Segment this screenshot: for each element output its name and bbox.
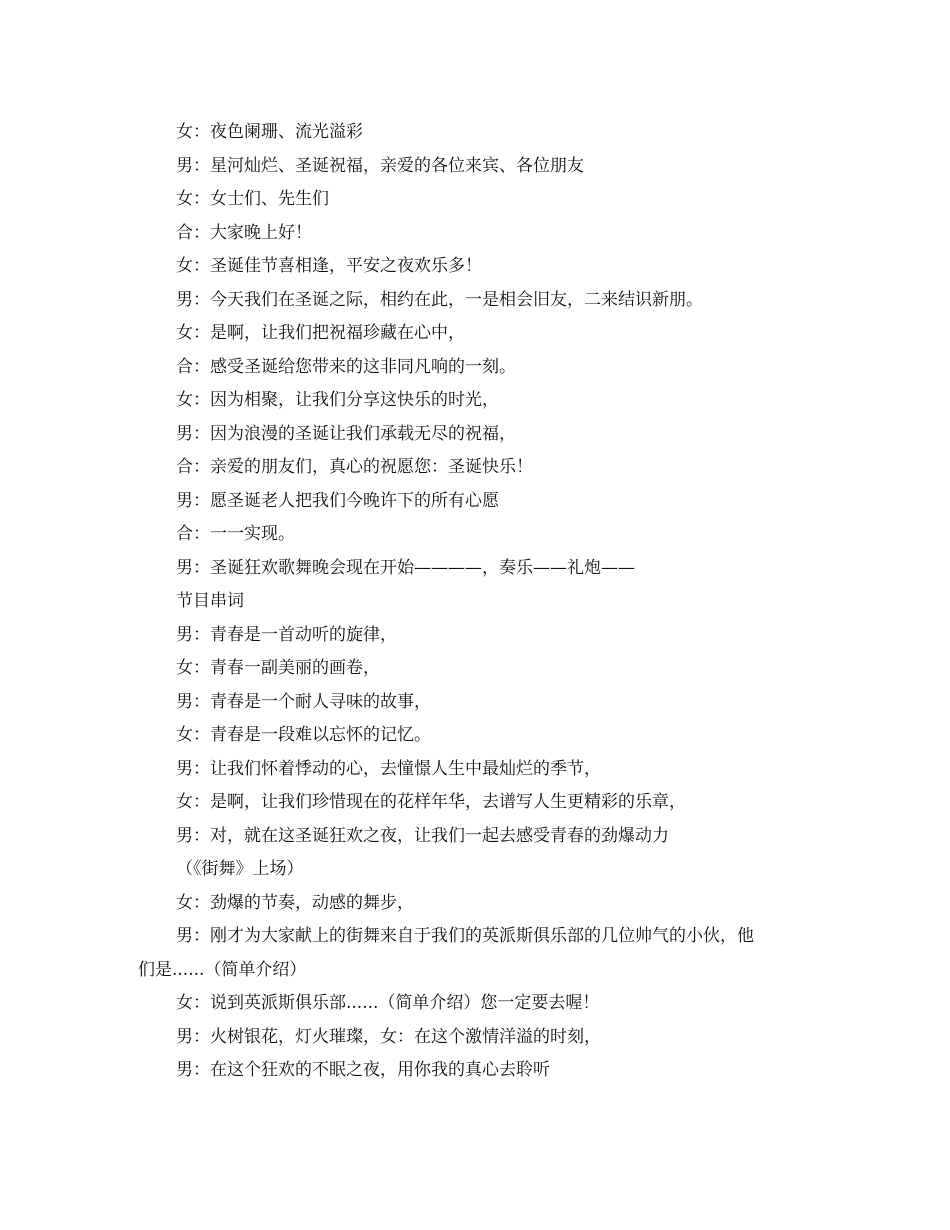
script-line: 女：青春一副美丽的画卷， bbox=[176, 658, 380, 678]
script-line: 男：因为浪漫的圣诞让我们承载无尽的祝福， bbox=[176, 423, 516, 444]
script-line: 男：星河灿烂、圣诞祝福，亲爱的各位来宾、各位朋友 bbox=[176, 155, 584, 176]
script-text-body bbox=[138, 116, 818, 1088]
script-line: 女：青春是一段难以忘怀的记忆。 bbox=[176, 725, 431, 745]
script-line: 男：圣诞狂欢歌舞晚会现在开始————，奏乐——礼炮—— bbox=[176, 557, 635, 578]
script-line: 男：愿圣诞老人把我们今晚许下的所有心愿 bbox=[176, 490, 499, 511]
script-line: 合：亲爱的朋友们，真心的祝愿您：圣诞快乐！ bbox=[176, 457, 533, 477]
script-line: 女：是啊，让我们把祝福珍藏在心中， bbox=[176, 323, 465, 343]
script-line: 女：女士们、先生们 bbox=[176, 189, 329, 209]
section-heading: 节目串词 bbox=[176, 591, 244, 611]
script-line: 男：对，就在这圣诞狂欢之夜，让我们一起去感受青春的劲爆动力 bbox=[176, 825, 669, 846]
script-line: 男：让我们怀着悸动的心，去憧憬人生中最灿烂的季节， bbox=[176, 758, 601, 779]
stage-direction: （《街舞》上场） bbox=[176, 859, 304, 879]
script-line: 男：青春是一首动听的旋律， bbox=[176, 624, 397, 645]
script-line-continued: 们是......（简单介绍） bbox=[138, 959, 307, 980]
script-line: 女：劲爆的节奏，动感的舞步， bbox=[176, 892, 414, 913]
script-line: 女：因为相聚，让我们分享这快乐的时光， bbox=[176, 390, 499, 410]
script-line: 女：圣诞佳节喜相逢，平安之夜欢乐多！ bbox=[176, 256, 482, 276]
script-line: 女：夜色阑珊、流光溢彩 bbox=[176, 122, 363, 142]
script-line: 合：一一实现。 bbox=[176, 524, 295, 544]
script-line: 合：感受圣诞给您带来的这非同凡响的一刻。 bbox=[176, 356, 516, 377]
script-line: 男：刚才为大家献上的街舞来自于我们的英派斯俱乐部的几位帅气的小伙，他 bbox=[176, 926, 754, 946]
script-line: 男：青春是一个耐人寻味的故事， bbox=[176, 691, 431, 712]
script-line: 男：今天我们在圣诞之际，相约在此，一是相会旧友，二来结识新朋。 bbox=[176, 289, 703, 310]
script-line: 合：大家晚上好！ bbox=[176, 222, 312, 243]
script-line: 女：说到英派斯俱乐部......（简单介绍）您一定要去喔！ bbox=[176, 993, 600, 1013]
script-line: 男：在这个狂欢的不眠之夜，用你我的真心去聆听 bbox=[176, 1060, 550, 1080]
script-line: 女：是啊，让我们珍惜现在的花样年华，去谱写人生更精彩的乐章， bbox=[176, 792, 686, 812]
script-line: 男：火树银花，灯火璀璨，女：在这个激情洋溢的时刻， bbox=[176, 1026, 601, 1047]
